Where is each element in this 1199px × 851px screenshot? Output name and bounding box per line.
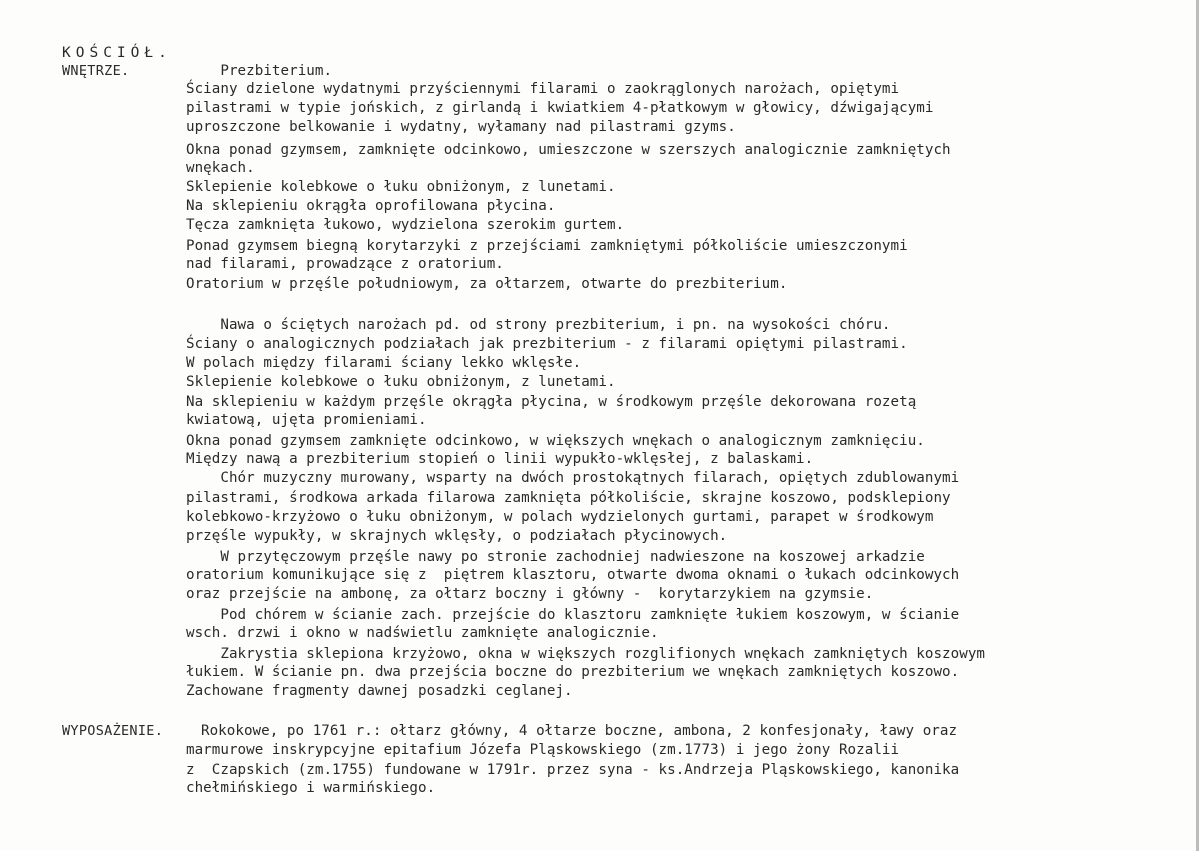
section-label-wyposazenie: WYPOSAŻENIE. [62, 723, 164, 739]
text-line: marmurowe inskrypcyjne epitafium Józefa Pląskowskiego (zm.1773) i jego żony Rozalii [186, 742, 900, 758]
text-line: kwiatową, ujęta promieniami. [186, 412, 427, 428]
text-line: chełmińskiego i warmińskiego. [186, 780, 436, 796]
text-line: wsch. drzwi i okno w nadświetlu zamknięte analogicznie. [186, 625, 659, 641]
text-line: Sklepienie kolebkowe o łuku obniżonym, z lunetami. [186, 179, 616, 195]
text-line: Ściany o analogicznych podziałach jak prezbiterium - z filarami opiętymi pilastrami. [186, 336, 908, 352]
text-line: nad filarami, prowadzące z oratorium. [186, 256, 504, 272]
text-line: Pod chórem w ścianie zach. przejście do klasztoru zamknięte łukiem koszowym, w ścianie [186, 607, 960, 623]
text-line: Prezbiterium. [186, 63, 333, 79]
text-line: Okna ponad gzymsem zamknięte odcinkowo, w większych wnękach o analogicznym zamknięciu. [186, 433, 925, 449]
text-line: łukiem. W ścianie pn. dwa przejścia boczne do prezbiterium we wnękach zamkniętych koszowo. [186, 664, 960, 680]
text-line: z Czapskich (zm.1755) fundowane w 1791r. przez syna - ks.Andrzeja Pląskowskiego, kanonika [186, 762, 960, 778]
text-line: Ściany dzielone wydatnymi przyściennymi filarami o zaokrąglonych narożach, opiętymi [186, 81, 900, 97]
text-line: pilastrami w typie jońskich, z girlandą i kwiatkiem 4-płatkowym w głowicy, dźwigającymi [186, 100, 934, 116]
text-line: oraz przejście na ambonę, za ołtarz boczny i główny - korytarzykiem na gzymsie. [186, 586, 874, 602]
text-line: uproszczone belkowanie i wydatny, wyłamany nad pilastrami gzyms. [186, 119, 736, 135]
text-line: W przytęczowym przęśle nawy po stronie zachodniej nadwieszone na koszowej arkadzie [186, 549, 925, 565]
text-line: przęśle wypukły, w skrajnych wklęsły, o podziałach płycinowych. [186, 528, 728, 544]
text-line: Na sklepieniu w każdym przęśle okrągła płycina, w środkowym przęśle dekorowana rozetą [186, 394, 917, 410]
text-line: Nawa o ściętych narożach pd. od strony prezbiterium, i pn. na wysokości chóru. [186, 317, 891, 333]
text-line: Okna ponad gzymsem, zamknięte odcinkowo, umieszczone w szerszych analogicznie zamkniętych [186, 142, 951, 158]
text-line: Zakrystia sklepiona krzyżowo, okna w większych rozglifionych wnękach zamkniętych koszowym [186, 646, 986, 662]
text-line: W polach między filarami ściany lekko wklęsłe. [186, 355, 582, 371]
text-line: wnękach. [186, 160, 255, 176]
section-label-wnetrze: WNĘTRZE. [62, 63, 130, 79]
text-line: Ponad gzymsem biegną korytarzyki z przejściami zamkniętymi półkoliście umieszczonymi [186, 238, 908, 254]
text-line: Na sklepieniu okrągła oprofilowana płycina. [186, 198, 556, 214]
text-line: Sklepienie kolebkowe o łuku obniżonym, z lunetami. [186, 374, 616, 390]
text-line: Zachowane fragmenty dawnej posadzki ceglanej. [186, 683, 573, 699]
text-line: Rokokowe, po 1761 r.: ołtarz główny, 4 ołtarze boczne, ambona, 2 konfesjonały, ławy oraz [201, 723, 958, 739]
document-header: KOŚCIÓŁ. [62, 45, 172, 61]
text-line: Chór muzyczny murowany, wsparty na dwóch prostokątnych filarach, opiętych zdublowanymi [186, 470, 960, 486]
text-line: Tęcza zamknięta łukowo, wydzielona szerokim gurtem. [186, 217, 625, 233]
text-line: oratorium komunikujące się z piętrem klasztoru, otwarte dwoma oknami o łukach odcinkowych [186, 567, 960, 583]
text-line: pilastrami, środkowa arkada filarowa zamknięta półkoliście, skrajne koszowo, podsklepiony [186, 490, 951, 506]
text-line: Oratorium w przęśle południowym, za ołtarzem, otwarte do prezbiterium. [186, 276, 788, 292]
text-line: Między nawą a prezbiterium stopień o linii wypukło-wklęsłej, z balaskami. [186, 451, 814, 467]
text-line: kolebkowo-krzyżowo o łuku obniżonym, w polach wydzielonych gurtami, parapet w środkowym [186, 509, 934, 525]
